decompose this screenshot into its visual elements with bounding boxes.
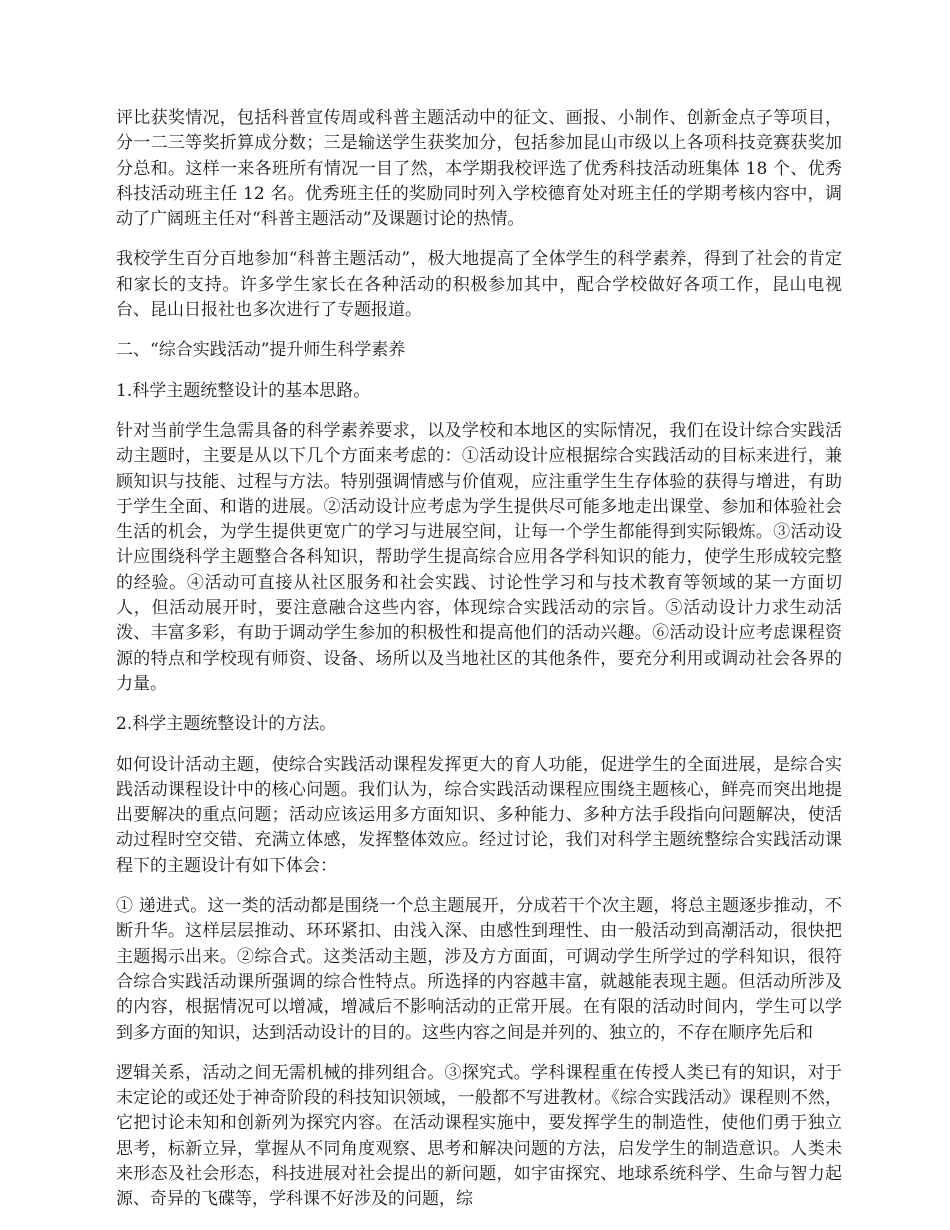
paragraph-participation: 我校学生百分百地参加“科普主题活动”，极大地提高了全体学生的科学素养，得到了社会的肯定和家长的支持。许多学生家长在各种活动的积极参加其中，配合学校做好各项工作，昆山电视台、昆山日报社也多次进行了专题报道。 — [116, 249, 842, 321]
subheading-basic-approach: 1.科学主题统整设计的基本思路。 — [116, 380, 371, 401]
paragraph-awards: 评比获奖情况，包括科普宣传周或科普主题活动中的征文、画报、小制作、创新金点子等项目，分一二三等奖折算成分数；三是输送学生获奖加分，包括参加昆山市级以上各项科技竞赛获奖加分总和。这样一来各班所有情况一目了然，本学期我校评选了优秀科技活动班集体 18 个、优秀科技活动班主任 12 名。优秀班主任的奖励同时列入学校德育处对班主任的学期考核内容中，调动了广阔班主任对“科普主题活动”及课题讨论的热情。 — [116, 108, 842, 230]
paragraph-core-question: 如何设计活动主题，使综合实践活动课程发挥更大的育人功能，促进学生的全面进展，是综合实践活动课程设计中的核心问题。我们认为，综合实践活动课程应围绕主题核心，鲜亮而突出地提出要解决的重点问题；活动应该运用多方面知识、多种能力、多种方法手段指向问题解决，使活动过程时空交错、充满立体感，发挥整体效应。经过讨论，我们对科学主题统整综合实践活动课程下的主题设计有如下体会： — [116, 754, 842, 876]
section-heading-2: 二、“综合实践活动”提升师生科学素养 — [116, 340, 406, 361]
paragraph-design-considerations: 针对当前学生急需具备的科学素养要求，以及学校和本地区的实际情况，我们在设计综合实践活动主题时，主要是从以下几个方面来考虑的：①活动设计应根据综合实践活动的目标来进行，兼顾知识与技能、过程与方法。特别强调情感与价值观，应注重学生生存体验的获得与增进，有助于学生全面、和谐的进展。②活动设计应考虑为学生提供尽可能多地走出课堂、参加和体验社会生活的机会，为学生提供更宽广的学习与进展空间，让每一个学生都能得到实际锻炼。③活动设计应围绕科学主题整合各科知识，帮助学生提高综合应用各学科知识的能力，使学生形成较完整的经验。④活动可直接从社区服务和社会实践、讨论性学习和与技术教育等领域的某一方面切人，但活动展开时，要注意融合这些内容，体现综合实践活动的宗旨。⑤活动设计力求生动活泼、丰富多彩，有助于调动学生参加的积极性和提高他们的活动兴趣。⑥活动设计应考虑课程资源的特点和学校现有师资、设备、场所以及当地社区的其他条件，要充分利用或调动社会各界的力量。 — [116, 420, 842, 694]
subheading-design-methods: 2.科学主题统整设计的方法。 — [116, 714, 337, 735]
document-page — [116, 106, 842, 1228]
paragraph-progressive-comprehensive: ① 递进式。这一类的活动都是围绕一个总主题展开，分成若干个次主题，将总主题逐步推动，不断升华。这样层层推动、环环紧扣、由浅入深、由感性到理性、由一般活动到高潮活动，很快把主题揭示出来。②综合式。这类活动主题，涉及方方面面，可调动学生所学过的学科知识，很符合综合实践活动课所强调的综合性特点。所选择的内容越丰富，就越能表现主题。但活动所涉及的内容，根据情况可以增减，增减后不影响活动的正常开展。在有限的活动时间内，学生可以学到多方面的知识，达到活动设计的目的。这些内容之间是并列的、独立的，不存在顺序先后和 — [116, 896, 842, 1043]
paragraph-exploratory: 逻辑关系，活动之间无需机械的排列组合。③探究式。学科课程重在传授人类已有的知识，对于未定论的或还处于神奇阶段的科技知识领域，一般都不写进教材。《综合实践活动》课程则不然，它把讨论未知和创新列为探究内容。在活动课程实施中，要发挥学生的制造性，使他们勇于独立思考，标新立异，掌握从不同角度观察、思考和解决问题的方法，启发学生的制造意识。人类未来形态及社会形态，科技进展对社会提出的新问题，如宇宙探究、地球系统科学、生命与智力起源、奇异的飞碟等，学科课不好涉及的问题，综 — [116, 1062, 842, 1210]
